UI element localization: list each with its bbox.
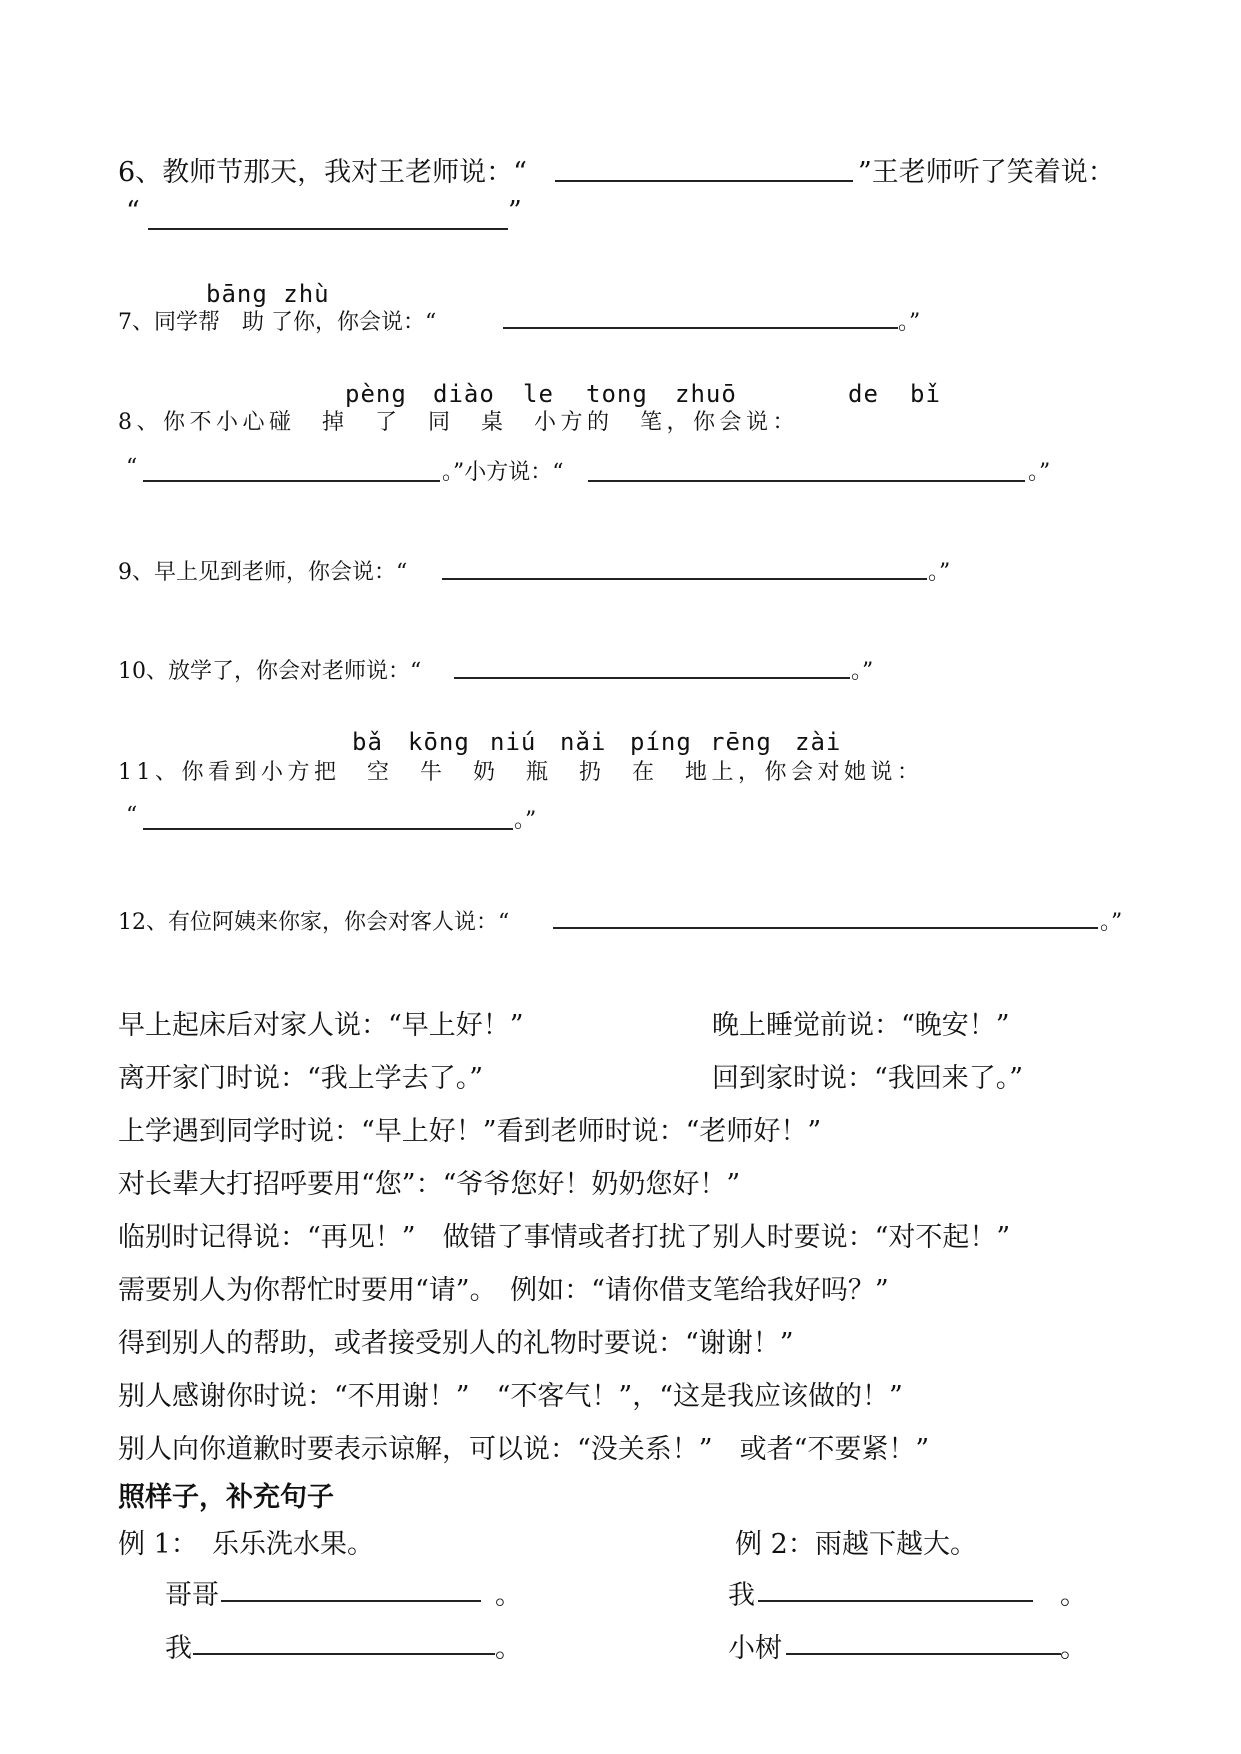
exercise-heading: 照样子，补充句子 (118, 1482, 334, 1513)
etiquette-line-6: 需要别人为你帮忙时要用“请”。 例如：“请你借支笔给我好吗？” (118, 1275, 889, 1306)
q11-pinyin-5: píng (630, 728, 692, 756)
example-2-label: 例 2： (735, 1529, 815, 1560)
q8-answer-line-2[interactable] (588, 480, 1025, 482)
example-1-text: 乐乐洗水果。 (212, 1529, 374, 1560)
example-2-answer-line-2[interactable] (786, 1653, 1061, 1655)
q9-suffix: 。” (928, 560, 951, 585)
example-2-subject-2: 小树 (728, 1633, 782, 1664)
etiquette-line-8: 别人感谢你时说：“不用谢！” “不客气！”，“这是我应该做的！” (118, 1381, 903, 1412)
q11-pinyin-3: niú (490, 728, 537, 756)
q8-pinyin-6: de (848, 380, 879, 408)
example-2-period-2: 。 (1060, 1633, 1087, 1664)
q6-answer-line-1[interactable] (555, 180, 853, 182)
etiquette-line-2b: 回到家时说：“我回来了。” (712, 1063, 1024, 1094)
etiquette-line-4: 对长辈大打招呼要用“您”：“爷爷您好！奶奶您好！” (118, 1169, 741, 1200)
etiquette-line-5: 临别时记得说：“再见！” 做错了事情或者打扰了别人时要说：“对不起！” (118, 1222, 1011, 1253)
q8-pinyin-7: bǐ (910, 380, 941, 408)
example-2-subject-1: 我 (728, 1580, 755, 1611)
q7-prefix: 7、同学帮 助 了你，你会说：“ (118, 310, 437, 335)
example-1-answer-line-1[interactable] (221, 1600, 481, 1602)
etiquette-line-1a: 早上起床后对家人说：“早上好！” (118, 1010, 524, 1041)
example-2-answer-line-1[interactable] (758, 1600, 1033, 1602)
q11-line1: 11、你看到小方把 空 牛 奶 瓶 扔 在 地上，你会对她说： (118, 760, 924, 785)
q6-prefix: 6、教师节那天，我对王老师说：“ (118, 157, 527, 188)
etiquette-line-1b: 晚上睡觉前说：“晚安！” (712, 1010, 1010, 1041)
q12-answer-line[interactable] (553, 927, 1098, 929)
q11-pinyin-1: bǎ (352, 728, 383, 756)
q6-close-quote: ” (508, 196, 522, 227)
q8-middle: 。”小方说：“ (442, 460, 564, 485)
q7-suffix: 。” (898, 310, 921, 335)
example-2-period-1: 。 (1060, 1580, 1087, 1611)
q11-answer-line[interactable] (143, 828, 513, 830)
q6-open-quote: “ (126, 196, 140, 227)
etiquette-line-9: 别人向你道歉时要表示谅解，可以说：“没关系！” 或者“不要紧！” (118, 1434, 930, 1465)
example-1-label: 例 1： (118, 1529, 198, 1560)
q11-pinyin-4: nǎi (560, 728, 607, 756)
q8-pinyin-4: tong (586, 380, 648, 408)
q9-answer-line[interactable] (442, 578, 927, 580)
example-2-text: 雨越下越大。 (815, 1529, 977, 1560)
example-1-subject-1: 哥哥 (165, 1580, 219, 1611)
q6-mid: ”王老师听了笑着说： (858, 157, 1115, 188)
q8-suffix: 。” (1028, 460, 1051, 485)
q11-open-quote: “ (126, 803, 138, 828)
etiquette-line-3: 上学遇到同学时说：“早上好！”看到老师时说：“老师好！” (118, 1116, 822, 1147)
q11-suffix: 。” (514, 808, 537, 833)
q12-prefix: 12、有位阿姨来你家，你会对客人说：“ (118, 910, 510, 935)
example-1-subject-2: 我 (165, 1633, 192, 1664)
example-1-period-1: 。 (495, 1580, 522, 1611)
example-1-period-2: 。 (495, 1633, 522, 1664)
q7-answer-line[interactable] (503, 327, 898, 329)
q11-pinyin-6: rēng (710, 728, 772, 756)
q10-prefix: 10、放学了，你会对老师说：“ (118, 659, 422, 684)
q8-pinyin-2: diào (433, 380, 495, 408)
q12-suffix: 。” (1100, 910, 1123, 935)
q8-open-quote: “ (126, 455, 138, 480)
q11-pinyin-7: zài (795, 728, 842, 756)
q10-answer-line[interactable] (454, 677, 850, 679)
q8-pinyin-1: pèng (345, 380, 407, 408)
etiquette-line-7: 得到别人的帮助，或者接受别人的礼物时要说：“谢谢！” (118, 1328, 794, 1359)
q8-line1: 8、你不小心碰 掉 了 同 桌 小方的 笔，你会说： (118, 410, 799, 435)
q8-answer-line-1[interactable] (143, 480, 440, 482)
q8-pinyin-5: zhuō (675, 380, 737, 408)
q7-pinyin: bāng zhù (206, 280, 330, 308)
q10-suffix: 。” (851, 659, 874, 684)
q11-pinyin-2: kōng (408, 728, 470, 756)
q6-answer-line-2[interactable] (148, 228, 508, 230)
q8-pinyin-3: le (523, 380, 554, 408)
example-1-answer-line-2[interactable] (193, 1653, 495, 1655)
etiquette-line-2a: 离开家门时说：“我上学去了。” (118, 1063, 484, 1094)
q9-prefix: 9、早上见到老师，你会说：“ (118, 560, 408, 585)
